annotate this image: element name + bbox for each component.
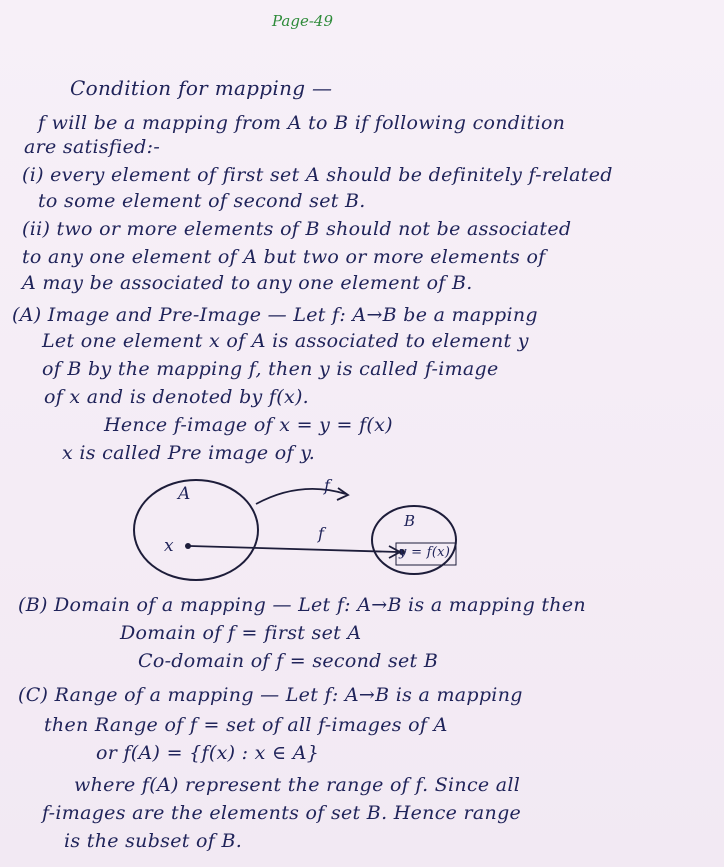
- set-b-label: B: [404, 512, 416, 530]
- text-line: to some element of second set B.: [38, 190, 366, 212]
- element-y-label: y = f(x): [399, 545, 451, 560]
- text-line: f-images are the elements of set B. Hence range: [42, 802, 522, 824]
- mapping-arrow: [190, 546, 398, 552]
- set-a-circle: [134, 480, 258, 580]
- text-line: x is called Pre image of y.: [62, 442, 316, 464]
- text-line: or f(A) = {f(x) : x ∈ A}: [96, 742, 320, 764]
- arrow-top-label: f: [324, 476, 331, 495]
- text-line: Co-domain of f = second set B: [138, 650, 439, 672]
- curved-arrow: [256, 489, 346, 504]
- curved-arrow-head: [337, 488, 348, 500]
- element-x-label: x: [164, 536, 174, 556]
- text-line: Domain of f = first set A: [120, 622, 362, 644]
- text-line: are satisfied:-: [24, 136, 161, 158]
- section-range: (C) Range of a mapping — Let f: A→B is a mapping: [18, 684, 523, 706]
- text-line: is the subset of B.: [64, 830, 243, 852]
- heading-condition: Condition for mapping —: [70, 76, 333, 100]
- text-line: Let one element x of A is associated to element y: [42, 330, 529, 352]
- text-line: f will be a mapping from A to B if following condition: [38, 112, 566, 134]
- text-line: of x and is denoted by f(x).: [44, 386, 310, 408]
- set-a-label: A: [178, 484, 191, 504]
- text-line: A may be associated to any one element of B.: [22, 272, 473, 294]
- text-line: then Range of f = set of all f-images of A: [44, 714, 448, 736]
- section-domain: (B) Domain of a mapping — Let f: A→B is a mapping then: [18, 594, 586, 616]
- page-number: Page-49: [272, 12, 333, 30]
- text-line: Hence f-image of x = y = f(x): [104, 414, 393, 436]
- section-image-preimage: (A) Image and Pre-Image — Let f: A→B be a mapping: [12, 304, 538, 326]
- text-line: (ii) two or more elements of B should not be associated: [22, 218, 572, 240]
- element-x-dot: [185, 543, 191, 549]
- text-line: of B by the mapping f, then y is called f-image: [42, 358, 499, 380]
- text-line: to any one element of A but two or more elements of: [22, 246, 546, 268]
- arrow-mid-label: f: [318, 524, 325, 543]
- text-line: where f(A) represent the range of f. Since all: [74, 774, 521, 796]
- text-line: (i) every element of first set A should be definitely f-related: [22, 164, 613, 186]
